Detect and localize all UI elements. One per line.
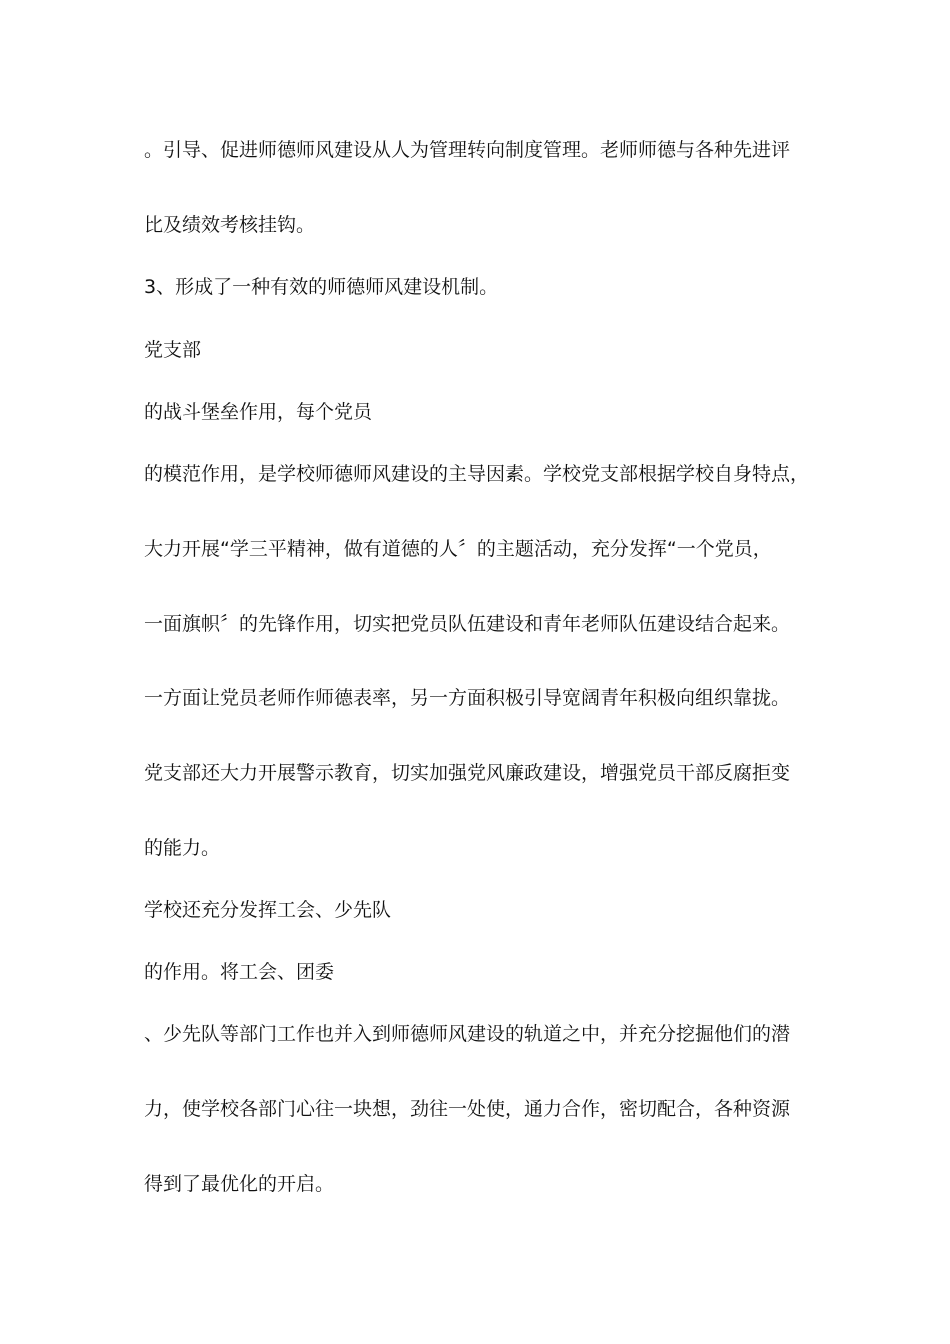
paragraph-line: 一方面让党员老师作师德表率，另一方面积极引导宽阔青年积极向组织靠拢。 (144, 687, 791, 709)
paragraph-line: 得到了最优化的开启。 (144, 1173, 335, 1195)
paragraph-line: 学校还充分发挥工会、少先队 (144, 899, 392, 921)
paragraph-line: 党支部 (144, 339, 202, 361)
paragraph-line: 、少先队等部门工作也并入到师德师风建设的轨道之中，并充分挖掘他们的潜 (144, 1023, 791, 1045)
paragraph-line: 一面旗帜〞的先锋作用，切实把党员队伍建设和青年老师队伍建设结合起来。 (144, 613, 791, 635)
paragraph-line: 党支部还大力开展警示教育，切实加强党风廉政建设，增强党员干部反腐拒变 (144, 762, 791, 784)
paragraph-line: 比及绩效考核挂钩。 (144, 214, 316, 236)
paragraph-line: 力，使学校各部门心往一块想，劲往一处使，通力合作，密切配合，各种资源 (144, 1098, 791, 1120)
paragraph-line: 的能力。 (144, 837, 221, 859)
numbered-heading: 3、形成了一种有效的师德师风建设机制。 (144, 276, 499, 298)
paragraph-line: 的作用。将工会、团委 (144, 961, 335, 983)
paragraph-line: 的战斗堡垒作用，每个党员 (144, 401, 373, 423)
paragraph-line: 的模范作用，是学校师德师风建设的主导因素。学校党支部根据学校自身特点， (144, 463, 810, 485)
paragraph-line: 。引导、促进师德师风建设从人为管理转向制度管理。老师师德与各种先进评 (144, 139, 791, 161)
paragraph-line: 大力开展“学三平精神，做有道德的人〞的主题活动，充分发挥“一个党员， (144, 538, 772, 560)
